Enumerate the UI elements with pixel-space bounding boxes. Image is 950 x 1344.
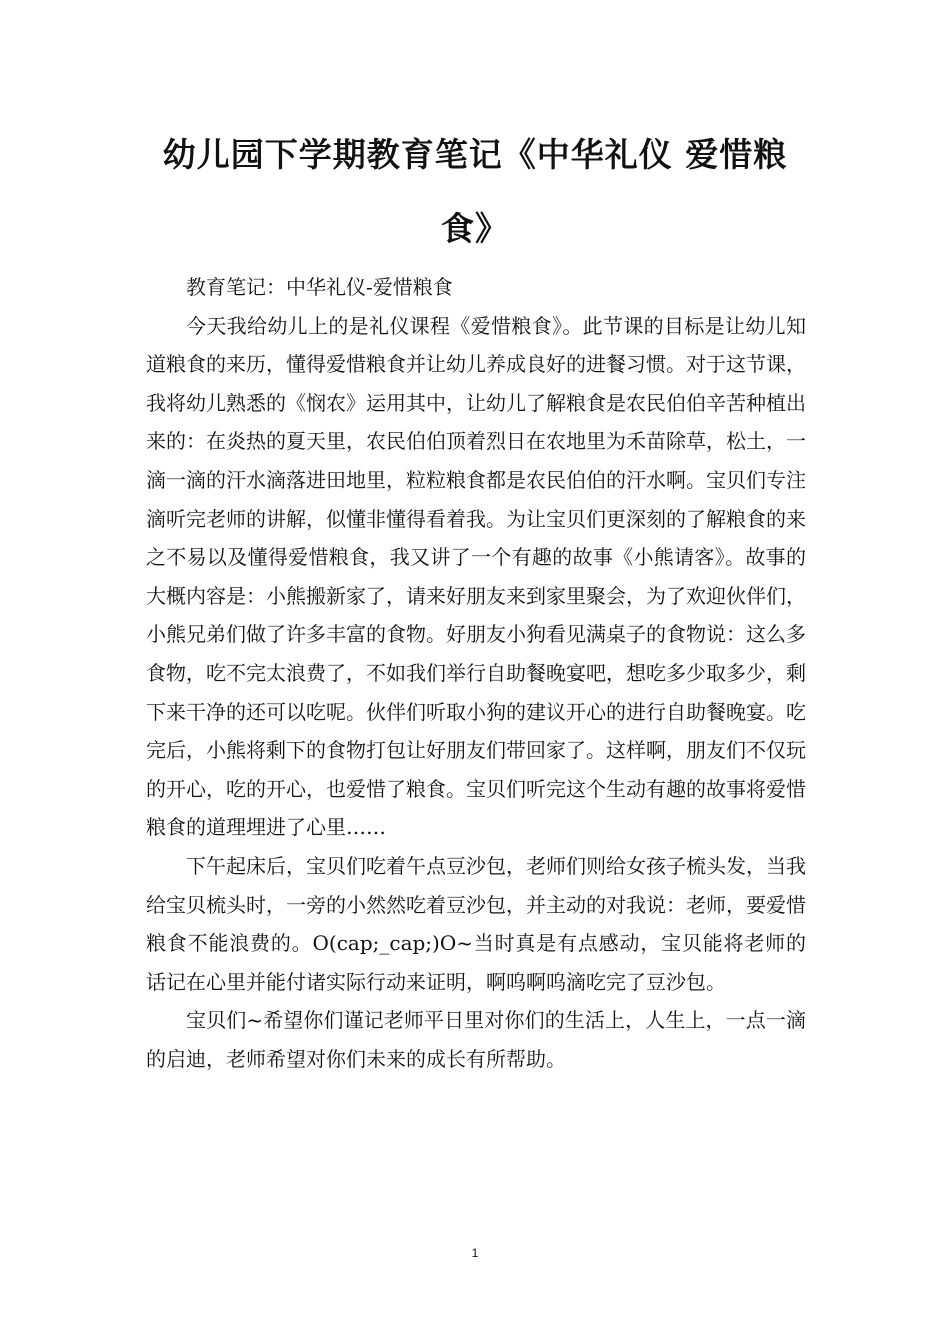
paragraph-afternoon: 下午起床后，宝贝们吃着午点豆沙包，老师们则给女孩子梳头发，当我给宝贝梳头时，一旁的小然然吃着豆沙包，并主动的对我说：老师，要爱惜粮食不能浪费的。O(cap;_cap;)O~当时真是有点感动，宝贝能将老师的话记在心里并能付诸实际行动来证明，啊呜啊呜滴吃完了豆沙包。 xyxy=(146,853,806,994)
paragraph-lesson: 今天我给幼儿上的是礼仪课程《爱惜粮食》。此节课的目标是让幼儿知道粮食的来历，懂得爱惜粮食并让幼儿养成良好的进餐习惯。对于这节课，我将幼儿熟悉的《悯农》运用其中，让幼儿了解粮食是农民伯伯辛苦种植出来的：在炎热的夏天里，农民伯伯顶着烈日在农地里为禾苗除草，松土，一滴一滴的汗水滴落进田地里，粒粒粮食都是农民伯伯的汗水啊。宝贝们专注滴听完老师的讲解，似懂非懂得看着我。为让宝贝们更深刻的了解粮食的来之不易以及懂得爱惜粮食，我又讲了一个有趣的故事《小熊请客》。故事的大概内容是：小熊搬新家了，请来好朋友来到家里聚会，为了欢迎伙伴们，小熊兄弟们做了许多丰富的食物。好朋友小狗看见满桌子的食物说：这么多食物，吃不完太浪费了，不如我们举行自助餐晚宴吧，想吃多少取多少，剩下来干净的还可以吃呢。伙伴们听取小狗的建议开心的进行自助餐晚宴。吃完后，小熊将剩下的食物打包让好朋友们带回家了。这样啊，朋友们不仅玩的开心，吃的开心，也爱惜了粮食。宝贝们听完这个生动有趣的故事将爱惜粮食的道理埋进了心里…… xyxy=(146,313,806,840)
document-body xyxy=(146,268,806,1078)
paragraph-closing: 宝贝们~希望你们谨记老师平日里对你们的生活上，人生上，一点一滴的启迪，老师希望对你们未来的成长有所帮助。 xyxy=(146,1008,806,1071)
document-title: 幼儿园下学期教育笔记《中华礼仪 爱惜粮食》 xyxy=(162,135,788,248)
paragraph-subtitle: 教育笔记：中华礼仪-爱惜粮食 xyxy=(186,275,453,299)
page-number: 1 xyxy=(471,1246,479,1260)
